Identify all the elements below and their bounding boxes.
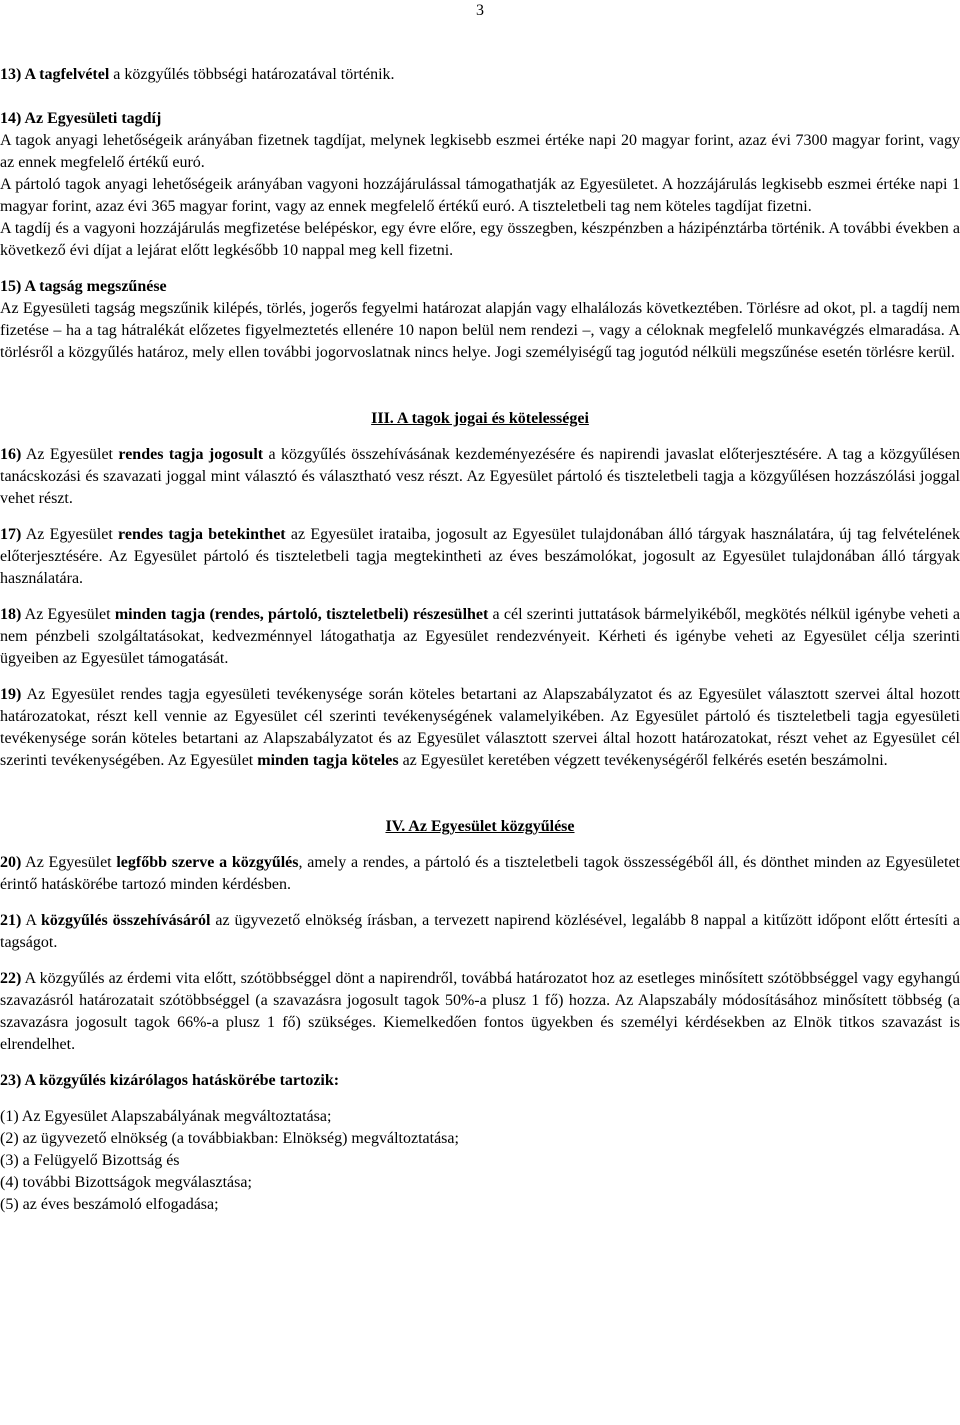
section-23-title [0, 1070, 960, 1092]
section-23-list [0, 1106, 960, 1216]
section-13-text: a közgyűlés többségi határozatával történik. [109, 66, 395, 83]
section-18-text-c: a cél szerinti juttatások bármelyikéből, megkötés nélkül igénybe veheti a nem pénzbeli szolgáltatásokat, kedvezménnyel látogathatja az Egyesület rendezvényeit. Kérheti és igénybe veheti az Egyesület célja szerinti ügyeiben az Egyesület támogatását. [0, 606, 960, 667]
section-18-bold: minden tagja (rendes, pártoló, tiszteletbeli) részesülhet [114, 606, 489, 623]
section-18 [0, 604, 960, 670]
section-22-label: 22) [0, 970, 22, 987]
section-22-text-a: A közgyűlés az érdemi vita előtt, szótöbbséggel dönt a napirendről, továbbá határozatot hoz az esetleges minősített szótöbbséggel vagy egyhangú szavazásról határozatait szótöbbséggel (a szavazásra jogosult tagok 50%-a plusz 1 fő) hozza. Az Alapszabály módosításához minősített többség (a szavazásra jogosult tagok 66%-a plusz 1 fő) szükséges. Kiemelkedően fontos ügyekben és személyi kérdésekben az Elnök titkos szavazást is elrendelhet. [0, 970, 960, 1053]
section-15-title-text: 15) A tagság megszűnése [0, 278, 167, 295]
list-item: (4) további Bizottságok megválasztása; [0, 1174, 252, 1191]
section-14-paragraph-1: A tagok anyagi lehetőségeik arányában fizetnek tagdíjat, melynek legkisebb eszmei értéke napi 20 magyar forint, azaz évi 7300 magyar forint, vagy az ennek megfelelő értékű euró. [0, 132, 960, 171]
section-20-text-c: , amely a rendes, a pártoló és a tiszteletbeli tagok összességéből áll, és dönthet minden az Egyesületet érintő hatáskörébe tartozó minden kérdésben. [0, 854, 960, 893]
section-14-title [0, 108, 960, 130]
section-17-label: 17) [0, 526, 22, 543]
section-19 [0, 684, 960, 772]
section-17-text-a: Az Egyesület [21, 526, 119, 543]
section-16-bold: rendes tagja jogosult [118, 446, 264, 463]
section-19-text-a: Az Egyesület rendes tagja egyesületi tevékenysége során köteles betartani az Alapszabályzatot és az Egyesület választott szervei által hozott határozatokat, részt kell vennie az Egyesület cél szerinti tevékenységének valamelyikében. Az Egyesület pártoló és tiszteletbeli tagja egyesületi tevékenysége során köteles betartani az Alapszabályzatot és az Egyesület választott szervei által hozott határozatokat, részt vehet az Egyesület cél szerinti tevékenységében. Az Egyesület [0, 686, 960, 769]
section-23-title-text: 23) A közgyűlés kizárólagos hatáskörébe tartozik: [0, 1072, 340, 1089]
section-14-paragraph-2: A pártoló tagok anyagi lehetőségeik arányában vagyoni hozzájárulással támogathatják az Egyesületet. A hozzájárulás legkisebb eszmei értéke napi 1 magyar forint, azaz évi 365 magyar forint, vagy az ennek megfelelő értékű euró. A tiszteletbeli tag nem köteles tagdíjat fizetni. [0, 176, 960, 215]
section-18-label: 18) [0, 606, 22, 623]
section-21-bold: közgyűlés összehívásáról [41, 912, 211, 929]
section-13 [0, 64, 960, 86]
section-21-text-a: A [21, 912, 42, 929]
section-13-label: 13) A tagfelvétel [0, 66, 110, 83]
list-item: (1) Az Egyesület Alapszabályának megváltoztatása; [0, 1108, 332, 1125]
section-21-text-c: az ügyvezető elnökség írásban, a tervezett napirend közlésével, legalább 8 nappal a kitűzött időpont előtt értesíti a tagságot. [0, 912, 960, 951]
section-15-title [0, 276, 960, 298]
section-19-bold: minden tagja köteles [257, 752, 399, 769]
section-21 [0, 910, 960, 954]
section-16-label: 16) [0, 446, 22, 463]
section-20-bold: legfőbb szerve a közgyűlés [116, 854, 299, 871]
list-item: (5) az éves beszámoló elfogadása; [0, 1196, 219, 1213]
section-18-text-a: Az Egyesület [21, 606, 115, 623]
list-item: (2) az ügyvezető elnökség (a továbbiakban: Elnökség) megváltoztatása; [0, 1130, 459, 1147]
section-20-text-a: Az Egyesület [21, 854, 117, 871]
section-19-label: 19) [0, 686, 22, 703]
section-iii-heading: III. A tagok jogai és kötelességei [371, 410, 589, 427]
section-17-text-c: az Egyesület irataiba, jogosult az Egyesület tulajdonában álló tárgyak használatára, új tag felvételének előterjesztésére. Az Egyesület pártoló és tiszteletbeli tagja megtekintheti az éves beszámolókat, jogosult az Egyesület tulajdonában álló tárgyak használatára. [0, 526, 960, 587]
page-number: 3 [476, 2, 484, 19]
section-20 [0, 852, 960, 896]
section-20-label: 20) [0, 854, 22, 871]
section-16 [0, 444, 960, 510]
section-14-paragraph-3: A tagdíj és a vagyoni hozzájárulás megfizetése belépéskor, egy évre előre, egy összegben, készpénzben a házipénztárba történik. A további években a következő évi díjat a lejárat előtt legkésőbb 10 nappal meg kell fizetni. [0, 220, 960, 259]
section-iv-heading: IV. Az Egyesület közgyűlése [385, 818, 575, 835]
list-item: (3) a Felügyelő Bizottság és [0, 1152, 180, 1169]
section-14-title-text: 14) Az Egyesületi tagdíj [0, 110, 162, 127]
section-17 [0, 524, 960, 590]
section-16-text-c: a közgyűlés összehívásának kezdeményezésére és napirendi javaslat előterjesztésére. A tag a közgyűlésen tanácskozási és szavazati joggal mint választó és választható vesz részt. Az Egyesület pártoló és tiszteletbeli tagja a közgyűlésen hozzászólási joggal vehet részt. [0, 446, 960, 507]
section-15-paragraph: Az Egyesületi tagság megszűnik kilépés, törlés, jogerős fegyelmi határozat alapján vagy elhalálozás következtében. Törlésre ad okot, pl. a tagdíj nem fizetése – ha a tag hátralékát előzetes figyelmeztetés ellenére 10 napon belül nem rendezi –, vagy a céloknak megfelelő munkavégzés elmaradása. A törlésről a közgyűlés határoz, mely ellen további jogorvoslatnak nincs helye. Jogi személyiségű tag jogutód nélküli megszűnése esetén törlésre kerül. [0, 300, 960, 361]
section-17-bold: rendes tagja betekinthet [118, 526, 286, 543]
section-22 [0, 968, 960, 1056]
document-body [0, 64, 960, 1216]
section-21-label: 21) [0, 912, 22, 929]
section-16-text-a: Az Egyesület [21, 446, 119, 463]
section-19-text-c: az Egyesület keretében végzett tevékenységéről felkérés esetén beszámolni. [398, 752, 888, 769]
